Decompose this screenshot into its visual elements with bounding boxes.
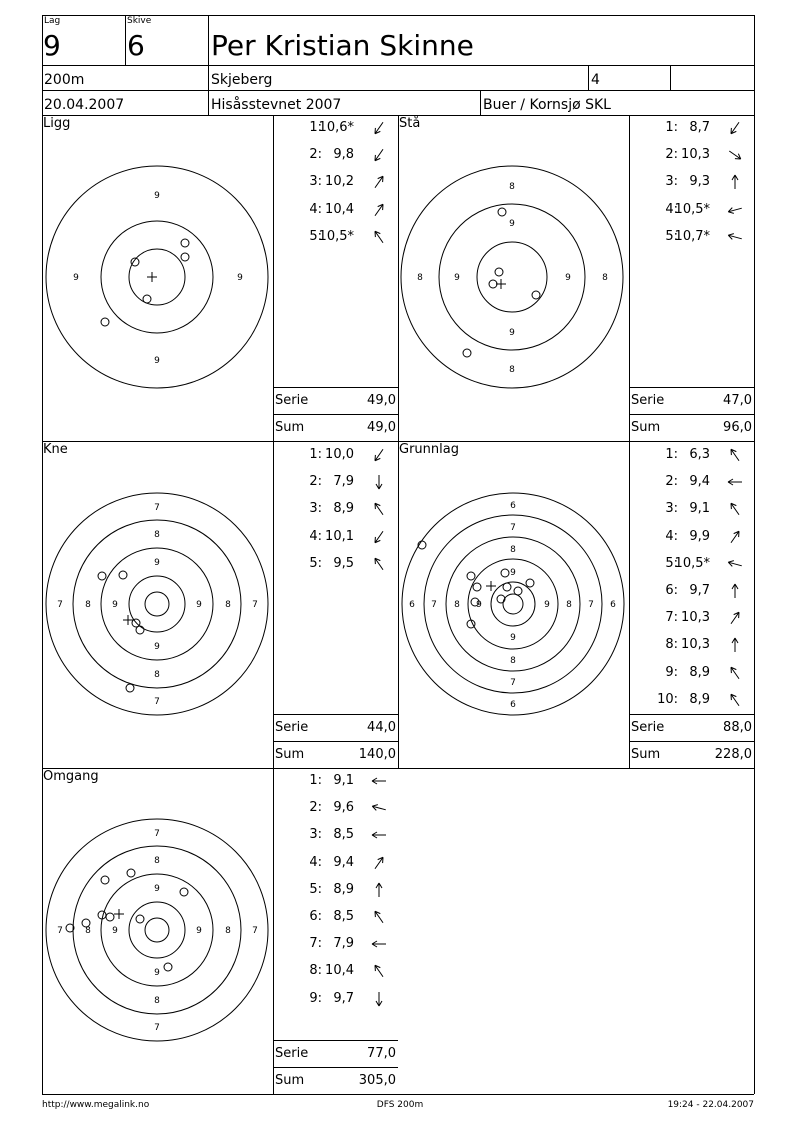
- direction-arrow-icon: [725, 637, 745, 653]
- shot-score: 9,7: [689, 583, 710, 598]
- shot-number: 5:: [309, 555, 322, 571]
- shot-row: [273, 800, 398, 816]
- shot-row: [273, 855, 398, 871]
- sum-value: 228,0: [714, 747, 752, 762]
- distance: 200m: [44, 72, 85, 88]
- shot-row: [629, 610, 754, 626]
- svg-text:9: 9: [112, 600, 118, 610]
- direction-arrow-icon: [725, 447, 745, 463]
- svg-text:9: 9: [237, 273, 243, 283]
- shot-number: 2:: [665, 147, 678, 163]
- shot-row: [273, 147, 398, 163]
- shot-number: 5:: [309, 881, 322, 897]
- team-number: 9: [43, 29, 61, 62]
- direction-arrow-icon: [369, 963, 389, 979]
- shot-row: [629, 556, 754, 572]
- direction-arrow-icon: [725, 202, 745, 218]
- shot-row: [629, 120, 754, 136]
- svg-text:9: 9: [476, 600, 482, 610]
- direction-arrow-icon: [725, 583, 745, 599]
- shot-score: 10,0: [325, 447, 354, 462]
- svg-text:8: 8: [85, 926, 91, 936]
- shot-score: 10,3: [681, 637, 710, 653]
- shot-row: [629, 692, 754, 708]
- svg-text:7: 7: [154, 829, 160, 839]
- direction-arrow-icon: [369, 936, 389, 952]
- shot-number: 10:: [657, 691, 678, 707]
- direction-arrow-icon: [369, 501, 389, 517]
- shot-row: [629, 637, 754, 653]
- direction-arrow-icon: [369, 202, 389, 218]
- svg-text:8: 8: [154, 996, 160, 1006]
- shooter-name: Per Kristian Skinne: [211, 29, 474, 62]
- panel-title-ligg: Ligg: [43, 116, 71, 131]
- shot-score: 10,7*: [674, 228, 710, 244]
- svg-text:9: 9: [196, 926, 202, 936]
- shot-row: [273, 936, 398, 952]
- direction-arrow-icon: [369, 827, 389, 843]
- svg-text:8: 8: [509, 365, 515, 375]
- direction-arrow-icon: [725, 501, 745, 517]
- svg-text:9: 9: [454, 273, 460, 283]
- footer-url[interactable]: http://www.megalink.no: [42, 1100, 150, 1110]
- panel-title-omgang: Omgang: [43, 769, 99, 784]
- direction-arrow-icon: [369, 556, 389, 572]
- shot-row: [273, 174, 398, 190]
- shot-number: 3:: [309, 501, 322, 517]
- shot-row: [629, 474, 754, 490]
- target-kne: [43, 489, 273, 719]
- serie-value: 47,0: [723, 393, 752, 408]
- svg-text:8: 8: [602, 273, 608, 283]
- shot-score: 10,5*: [674, 555, 710, 571]
- direction-arrow-icon: [369, 855, 389, 871]
- serie-label: Serie: [275, 393, 309, 408]
- direction-arrow-icon: [369, 120, 389, 136]
- svg-text:8: 8: [225, 926, 231, 936]
- panel-title-grunnlag: Grunnlag: [399, 442, 459, 457]
- shot-number: 2:: [309, 474, 322, 490]
- shot-number: 9:: [665, 664, 678, 680]
- shot-number: 7:: [309, 936, 322, 952]
- svg-text:8: 8: [509, 182, 515, 192]
- direction-arrow-icon: [369, 529, 389, 545]
- direction-arrow-icon: [369, 174, 389, 190]
- footer-timestamp: 19:24 - 22.04.2007: [667, 1100, 754, 1110]
- shot-number: 1:: [309, 773, 322, 788]
- target-number: 6: [127, 29, 145, 62]
- shot-row: [629, 665, 754, 681]
- skive-label: Skive: [127, 16, 152, 26]
- shot-score: 9,7: [333, 990, 354, 1006]
- svg-text:8: 8: [154, 670, 160, 680]
- shot-score: 10,4: [325, 201, 354, 217]
- shot-number: 6:: [665, 583, 678, 598]
- shot-number: 5:: [309, 228, 322, 244]
- svg-text:9: 9: [510, 568, 516, 578]
- target-ligg: [43, 162, 273, 392]
- shot-score: 8,9: [689, 691, 710, 707]
- shot-number: 4:: [309, 201, 322, 217]
- svg-text:7: 7: [588, 600, 594, 610]
- svg-text:7: 7: [252, 600, 258, 610]
- shot-score: 8,9: [333, 881, 354, 897]
- svg-text:7: 7: [252, 926, 258, 936]
- event: Hisåsstevnet 2007: [211, 97, 342, 113]
- svg-text:7: 7: [154, 1023, 160, 1033]
- shot-score: 8,7: [689, 120, 710, 135]
- shot-row: [273, 202, 398, 218]
- svg-text:8: 8: [225, 600, 231, 610]
- shot-number: 7:: [665, 610, 678, 626]
- svg-text:8: 8: [85, 600, 91, 610]
- sum-value: 49,0: [367, 420, 396, 435]
- svg-text:9: 9: [196, 600, 202, 610]
- shot-row: [273, 474, 398, 490]
- date: 20.04.2007: [44, 97, 125, 113]
- serie-value: 44,0: [367, 720, 396, 735]
- direction-arrow-icon: [725, 556, 745, 572]
- shot-score: 10,6*: [318, 120, 354, 135]
- shot-number: 4:: [309, 854, 322, 870]
- sum-label: Sum: [275, 747, 305, 762]
- shot-number: 5:: [665, 555, 678, 571]
- shot-row: [273, 991, 398, 1007]
- shot-number: 3:: [665, 174, 678, 190]
- svg-text:8: 8: [510, 545, 516, 555]
- direction-arrow-icon: [725, 120, 745, 136]
- panel-title-kne: Kne: [43, 442, 68, 457]
- shot-number: 2:: [309, 147, 322, 163]
- shot-row: [273, 556, 398, 572]
- shot-number: 8:: [309, 963, 322, 979]
- shot-score: 7,9: [333, 936, 354, 952]
- serie-value: 88,0: [723, 720, 752, 735]
- shot-score: 9,5: [333, 555, 354, 571]
- shot-row: [273, 963, 398, 979]
- svg-text:6: 6: [510, 700, 516, 710]
- shot-score: 9,4: [689, 474, 710, 490]
- direction-arrow-icon: [725, 665, 745, 681]
- shot-score: 10,1: [325, 528, 354, 544]
- shot-number: 5:: [665, 228, 678, 244]
- footer-center: DFS 200m: [376, 1100, 424, 1110]
- shot-row: [629, 447, 754, 463]
- svg-text:7: 7: [431, 600, 437, 610]
- shot-number: 1:: [309, 120, 322, 135]
- svg-text:9: 9: [509, 219, 515, 229]
- svg-text:9: 9: [154, 191, 160, 201]
- direction-arrow-icon: [725, 474, 745, 490]
- direction-arrow-icon: [725, 529, 745, 545]
- shot-row: [273, 909, 398, 925]
- svg-text:7: 7: [510, 678, 516, 688]
- serie-label: Serie: [631, 720, 665, 735]
- svg-text:8: 8: [566, 600, 572, 610]
- svg-text:9: 9: [544, 600, 550, 610]
- shot-score: 7,9: [333, 474, 354, 490]
- shot-score: 8,5: [333, 827, 354, 843]
- shot-score: 9,9: [689, 528, 710, 544]
- target-sta: [399, 162, 629, 392]
- shot-row: [273, 120, 398, 136]
- shot-number: 2:: [665, 474, 678, 490]
- svg-text:6: 6: [510, 501, 516, 511]
- shot-number: 4:: [665, 528, 678, 544]
- shot-number: 1:: [309, 447, 322, 462]
- panel-title-sta: Stå: [399, 116, 421, 131]
- svg-text:9: 9: [509, 328, 515, 338]
- svg-text:8: 8: [154, 530, 160, 540]
- shot-score: 9,8: [333, 147, 354, 163]
- shot-row: [629, 147, 754, 163]
- venue: Buer / Kornsjø SKL: [483, 97, 611, 113]
- sum-value: 96,0: [723, 420, 752, 435]
- svg-text:6: 6: [610, 600, 616, 610]
- shot-score: 8,9: [689, 664, 710, 680]
- sum-value: 305,0: [358, 1073, 396, 1088]
- direction-arrow-icon: [725, 147, 745, 163]
- shot-row: [629, 229, 754, 245]
- svg-text:9: 9: [510, 633, 516, 643]
- direction-arrow-icon: [369, 773, 389, 789]
- shot-row: [629, 174, 754, 190]
- target-grunnlag: [399, 489, 629, 719]
- direction-arrow-icon: [369, 882, 389, 898]
- shot-number: 1:: [665, 120, 678, 135]
- svg-text:8: 8: [154, 856, 160, 866]
- shot-row: [273, 827, 398, 843]
- svg-text:9: 9: [154, 884, 160, 894]
- shot-number: 3:: [309, 827, 322, 843]
- svg-text:9: 9: [154, 642, 160, 652]
- svg-text:9: 9: [73, 273, 79, 283]
- shot-row: [273, 447, 398, 463]
- svg-text:7: 7: [154, 697, 160, 707]
- shot-number: 8:: [665, 637, 678, 653]
- shot-row: [273, 229, 398, 245]
- serie-label: Serie: [275, 720, 309, 735]
- svg-text:9: 9: [112, 926, 118, 936]
- shot-row: [273, 882, 398, 898]
- shot-score: 6,3: [689, 447, 710, 462]
- svg-text:7: 7: [154, 503, 160, 513]
- svg-text:6: 6: [409, 600, 415, 610]
- direction-arrow-icon: [369, 147, 389, 163]
- direction-arrow-icon: [725, 174, 745, 190]
- svg-text:9: 9: [565, 273, 571, 283]
- serie-value: 49,0: [367, 393, 396, 408]
- shot-score: 8,5: [333, 909, 354, 924]
- target-omgang: [43, 815, 273, 1045]
- direction-arrow-icon: [725, 229, 745, 245]
- shot-score: 8,9: [333, 501, 354, 517]
- sum-value: 140,0: [358, 747, 396, 762]
- direction-arrow-icon: [369, 800, 389, 816]
- serie-label: Serie: [631, 393, 665, 408]
- sum-label: Sum: [631, 747, 661, 762]
- club: Skjeberg: [211, 72, 273, 88]
- svg-text:8: 8: [454, 600, 460, 610]
- shot-number: 3:: [309, 174, 322, 190]
- serie-value: 77,0: [367, 1046, 396, 1061]
- shot-score: 10,5*: [674, 201, 710, 217]
- lag-label: Lag: [44, 16, 61, 26]
- direction-arrow-icon: [725, 610, 745, 626]
- shot-row: [629, 529, 754, 545]
- svg-text:9: 9: [154, 356, 160, 366]
- shot-number: 2:: [309, 800, 322, 816]
- shot-number: 1:: [665, 447, 678, 462]
- shot-score: 9,3: [689, 174, 710, 190]
- shot-number: 6:: [309, 909, 322, 924]
- sum-label: Sum: [275, 420, 305, 435]
- shot-score: 10,4: [325, 963, 354, 979]
- shot-score: 9,1: [689, 501, 710, 517]
- shot-number: 9:: [309, 990, 322, 1006]
- sum-label: Sum: [631, 420, 661, 435]
- direction-arrow-icon: [369, 474, 389, 490]
- svg-text:9: 9: [154, 558, 160, 568]
- shot-score: 10,5*: [318, 228, 354, 244]
- shot-score: 9,6: [333, 800, 354, 816]
- shot-number: 4:: [665, 201, 678, 217]
- shot-score: 10,3: [681, 147, 710, 163]
- direction-arrow-icon: [725, 692, 745, 708]
- shot-row: [629, 202, 754, 218]
- sum-label: Sum: [275, 1073, 305, 1088]
- shot-row: [273, 501, 398, 517]
- shot-number: 3:: [665, 501, 678, 517]
- direction-arrow-icon: [369, 229, 389, 245]
- shot-score: 9,1: [333, 773, 354, 788]
- shot-row: [629, 501, 754, 517]
- direction-arrow-icon: [369, 991, 389, 1007]
- svg-text:7: 7: [510, 523, 516, 533]
- shot-score: 9,4: [333, 854, 354, 870]
- shot-score: 10,2: [325, 174, 354, 190]
- class: 4: [591, 72, 600, 88]
- svg-text:7: 7: [57, 600, 63, 610]
- direction-arrow-icon: [369, 447, 389, 463]
- shot-number: 4:: [309, 528, 322, 544]
- shot-row: [273, 529, 398, 545]
- svg-text:8: 8: [417, 273, 423, 283]
- shot-score: 10,3: [681, 610, 710, 626]
- shot-row: [629, 583, 754, 599]
- svg-text:8: 8: [510, 656, 516, 666]
- shot-row: [273, 773, 398, 789]
- serie-label: Serie: [275, 1046, 309, 1061]
- direction-arrow-icon: [369, 909, 389, 925]
- svg-text:7: 7: [57, 926, 63, 936]
- svg-text:9: 9: [154, 968, 160, 978]
